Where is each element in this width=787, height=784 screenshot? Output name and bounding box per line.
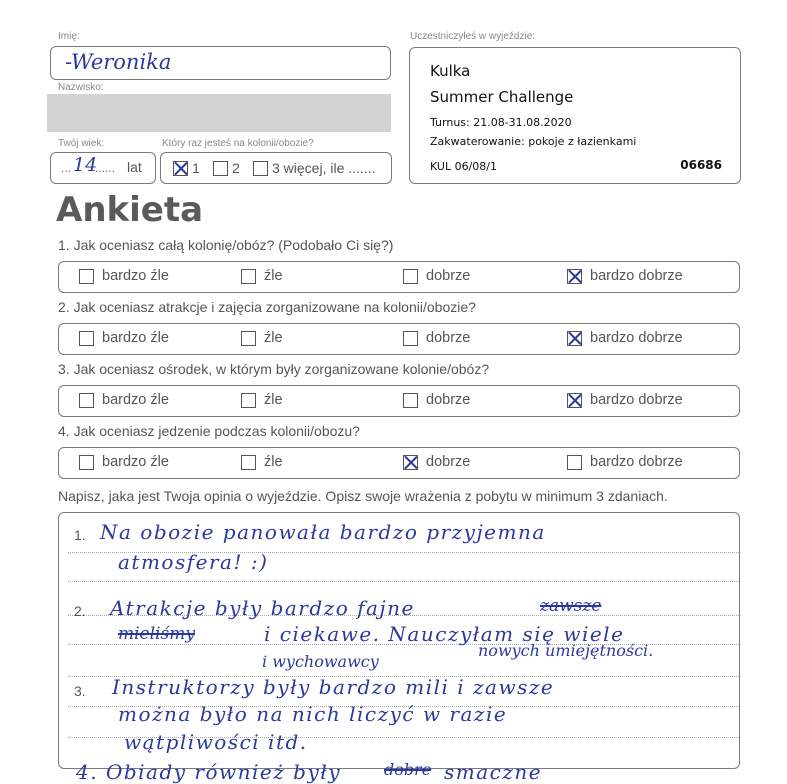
answer-checkbox[interactable] [241,269,256,284]
ticket-line1: Kulka [430,62,471,80]
answer-checkbox[interactable] [567,269,582,284]
answer-label: dobrze [426,392,471,408]
times-option-1[interactable] [173,160,200,176]
answer-label: bardzo źle [102,268,169,284]
handwritten-line: Na obozie panowała bardzo przyjemna [100,520,546,544]
answer-checkbox[interactable] [567,393,582,408]
answer-checkbox[interactable] [241,393,256,408]
times-option-3-label: 3 więcej, ile ....... [272,160,376,176]
ticket-line2: Summer Challenge [430,88,574,106]
handwritten-line: można było na nich liczyć w razie [118,702,508,726]
answer-label: bardzo źle [102,454,169,470]
survey-title: Ankieta [56,190,204,230]
times-checkbox-1[interactable] [173,161,188,176]
handwritten-line: i ciekawe. Nauczyłam się wiele [264,622,625,646]
times-option-2-label: 2 [232,160,240,176]
times-label: Który raz jesteś na kolonii/obozie? [162,138,314,149]
answer-option[interactable] [403,330,470,346]
handwritten-strikethrough: dobre [384,760,432,779]
surname-label: Nazwisko: [58,82,104,93]
age-dots-right: ...... [95,161,116,175]
question-text: 2. Jak oceniasz atrakcje i zajęcia zorganizowane na kolonii/obozie? [58,299,476,315]
answer-checkbox[interactable] [241,455,256,470]
name-label: Imię: [58,31,80,42]
answer-label: dobrze [426,268,471,284]
times-option-3[interactable] [253,160,375,176]
age-unit: lat [127,159,142,175]
answer-label: źle [264,330,283,346]
answer-label: dobrze [426,330,471,346]
handwritten-line: Atrakcje były bardzo fajne [110,596,415,620]
answer-option[interactable] [567,330,683,346]
answer-option[interactable] [567,454,683,470]
handwritten-line: atmosfera! :) [118,550,269,574]
answer-option[interactable] [241,392,283,408]
age-label: Twój wiek: [58,138,105,149]
opinion-number-2: 2. [74,603,86,619]
times-checkbox-2[interactable] [213,161,228,176]
answer-label: źle [264,454,283,470]
question-text: 1. Jak oceniasz całą kolonię/obóz? (Podobało Ci się?) [58,237,394,253]
answer-checkbox[interactable] [79,269,94,284]
answer-option[interactable] [79,330,169,346]
answer-checkbox[interactable] [403,269,418,284]
answer-checkbox[interactable] [403,393,418,408]
answer-row [58,261,740,293]
opinion-number-1: 1. [74,527,86,543]
answer-option[interactable] [403,268,470,284]
question-text: 3. Jak oceniasz ośrodek, w którym były zorganizowane kolonie/obóz? [58,361,490,377]
answer-checkbox[interactable] [79,455,94,470]
answer-label: bardzo źle [102,392,169,408]
answer-option[interactable] [241,454,283,470]
surname-redaction [47,94,391,132]
times-checkbox-3[interactable] [253,161,268,176]
age-value: 14 [73,154,98,176]
name-value: -Weronika [65,50,172,74]
age-dots-left: ... [61,161,72,175]
age-field[interactable] [50,152,156,184]
answer-label: bardzo dobrze [590,330,683,346]
answer-option[interactable] [79,268,169,284]
answer-checkbox[interactable] [79,393,94,408]
name-field[interactable] [50,46,391,80]
answer-option[interactable] [79,454,169,470]
answer-checkbox[interactable] [403,455,418,470]
ticket-number: 06686 [680,158,722,172]
handwritten-insert: nowych umiejętności. [478,641,654,660]
answer-label: źle [264,268,283,284]
answer-option[interactable] [567,268,683,284]
answer-option[interactable] [403,392,470,408]
answer-label: dobrze [426,454,471,470]
answer-checkbox[interactable] [567,455,582,470]
answer-option[interactable] [241,330,283,346]
answer-option[interactable] [241,268,283,284]
times-option-1-label: 1 [192,160,200,176]
opinion-number-3: 3. [74,683,86,699]
handwritten-insert: i wychowawcy [262,652,379,671]
opinion-prompt: Napisz, jaka jest Twoja opinia o wyjeździe. Opisz swoje wrażenia z pobytu w minimum 3 zdaniach. [58,488,668,504]
times-option-2[interactable] [213,160,240,176]
answer-checkbox[interactable] [567,331,582,346]
answer-label: bardzo źle [102,330,169,346]
question-text: 4. Jak oceniasz jedzenie podczas kolonii/obozu? [58,423,360,439]
answer-option[interactable] [79,392,169,408]
handwritten-line: smaczne [444,760,543,784]
answer-label: źle [264,392,283,408]
handwritten-strikethrough: mieliśmy [118,624,195,644]
answer-checkbox[interactable] [403,331,418,346]
ticket-label: Uczestniczyłeś w wyjeździe: [410,31,536,42]
answer-label: bardzo dobrze [590,268,683,284]
ruled-line [68,581,739,582]
ticket-code: KUL 06/08/1 [430,160,497,173]
answer-option[interactable] [403,454,470,470]
answer-label: bardzo dobrze [590,392,683,408]
answer-label: bardzo dobrze [590,454,683,470]
ticket-turnus: Turnus: 21.08-31.08.2020 [430,116,572,129]
times-field [160,152,392,184]
answer-checkbox[interactable] [241,331,256,346]
answer-checkbox[interactable] [79,331,94,346]
answer-row [58,447,740,479]
handwritten-strikethrough: zawsze [540,596,602,616]
handwritten-line: 4. Obiady również były [76,760,342,784]
answer-row [58,385,740,417]
ticket-zakwaterowanie: Zakwaterowanie: pokoje z łazienkami [430,135,637,148]
ticket-box [409,47,741,184]
handwritten-line: wątpliwości itd. [124,730,308,754]
handwritten-line: Instruktorzy były bardzo mili i zawsze [112,675,555,699]
answer-option[interactable] [567,392,683,408]
answer-row [58,323,740,355]
